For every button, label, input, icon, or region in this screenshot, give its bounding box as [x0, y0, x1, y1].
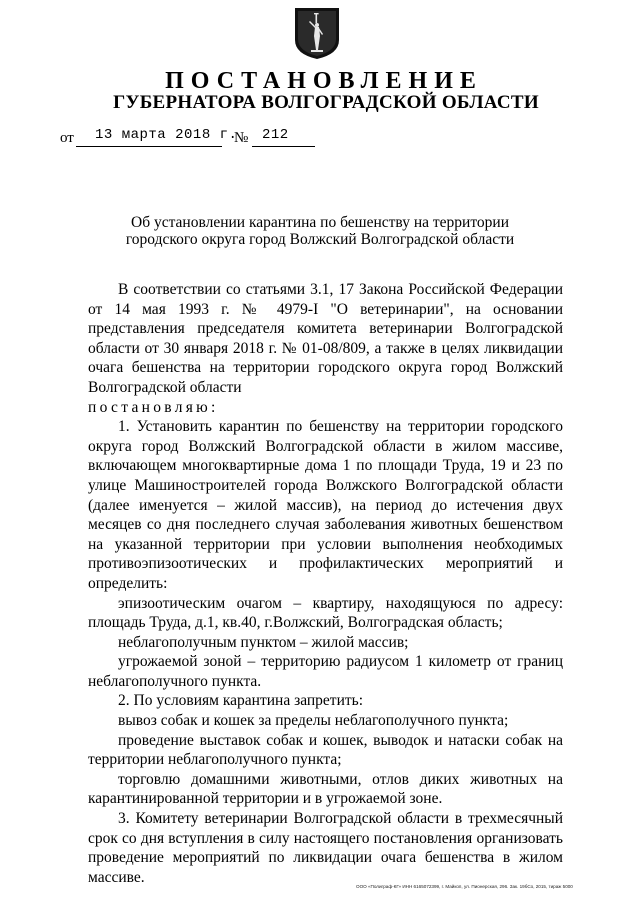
- paragraph-1-focus: эпизоотическим очагом – квартиру, находящуюся по адресу: площадь Труда, д.1, кв.40, г.Волжский, Волгоградская область;: [88, 594, 563, 632]
- number-value: 212: [262, 127, 289, 143]
- paragraph-1: 1. Установить карантин по бешенству на территории городского округа город Волжский Волгоградской области в жилом массиве, включающем многоквартирные дома 1 по площади Труда, 19 и 23 по улице Машиностроителей города Волжского Волгоградской области (далее именуется – жилой массив), на период до истечения двух месяцев со дня последнего случая заболевания животных бешенством на указанной территории при условии выполнения необходимых противоэпизоотических и профилактических мероприятий и определить:: [88, 418, 563, 592]
- paragraph-3: 3. Комитету ветеринарии Волгоградской области в трехмесячный срок со дня вступления в силу настоящего постановления организовать проведение мероприятий по ликвидации очага бешенства в жилом массиве.: [88, 810, 563, 886]
- date-value: 13 марта 2018 г.: [95, 127, 238, 143]
- subject-line-1: Об установлении карантина по бешенству на территории: [131, 214, 509, 231]
- paragraph-2-item-3: торговлю домашними животными, отлов диких животных на карантинированной территории и в угрожаемой зоне.: [88, 770, 563, 808]
- paragraph-2-item-1: вывоз собак и кошек за пределы неблагополучного пункта;: [118, 712, 509, 730]
- document-title: ПОСТАНОВЛЕНИЕ: [165, 68, 483, 94]
- paragraph-1-point: неблагополучным пунктом – жилой массив;: [118, 633, 409, 651]
- number-label: №: [234, 130, 249, 146]
- subject-line-2: городского округа город Волжский Волгоградской области: [125, 231, 515, 248]
- paragraph-2-item-2: проведение выставок собак и кошек, выводок и натаски собак на территории неблагополучного пункта;: [88, 731, 563, 769]
- date-underline: [76, 146, 222, 147]
- paragraph-2: 2. По условиям карантина запретить:: [118, 692, 364, 710]
- paragraph-1-zone: угрожаемой зоной – территорию радиусом 1 километр от границ неблагополучного пункта.: [88, 653, 563, 690]
- volgograd-coat-of-arms-icon: [293, 6, 341, 60]
- preamble-paragraph: В соответствии со статьями 3.1, 17 Закона Российской Федерации от 14 мая 1993 г. № 4979-I "О ветеринарии", на основании представления председателя комитета ветеринарии Волгоградской области от 30 января 2018 г. № 01-08/809, а также в целях ликвидации очага бешенства на территории городского округа город Волжский Волгоградской области: [88, 281, 563, 396]
- document-issuer: ГУБЕРНАТОРА ВОЛГОГРАДСКОЙ ОБЛАСТИ: [113, 92, 539, 113]
- document-subject: [0, 214, 640, 248]
- printer-imprint: ООО «Полиграф-КГ» ИНН 6165072399, г. Майкоп, ул. Пионерская, 296. Зак. 19бСо, 2015, тираж 5000: [356, 884, 573, 889]
- number-underline: [252, 146, 315, 147]
- date-label: от: [60, 130, 74, 146]
- document-body: [88, 280, 563, 887]
- decree-word: постановляю:: [88, 398, 219, 416]
- date-number-line: [0, 124, 640, 152]
